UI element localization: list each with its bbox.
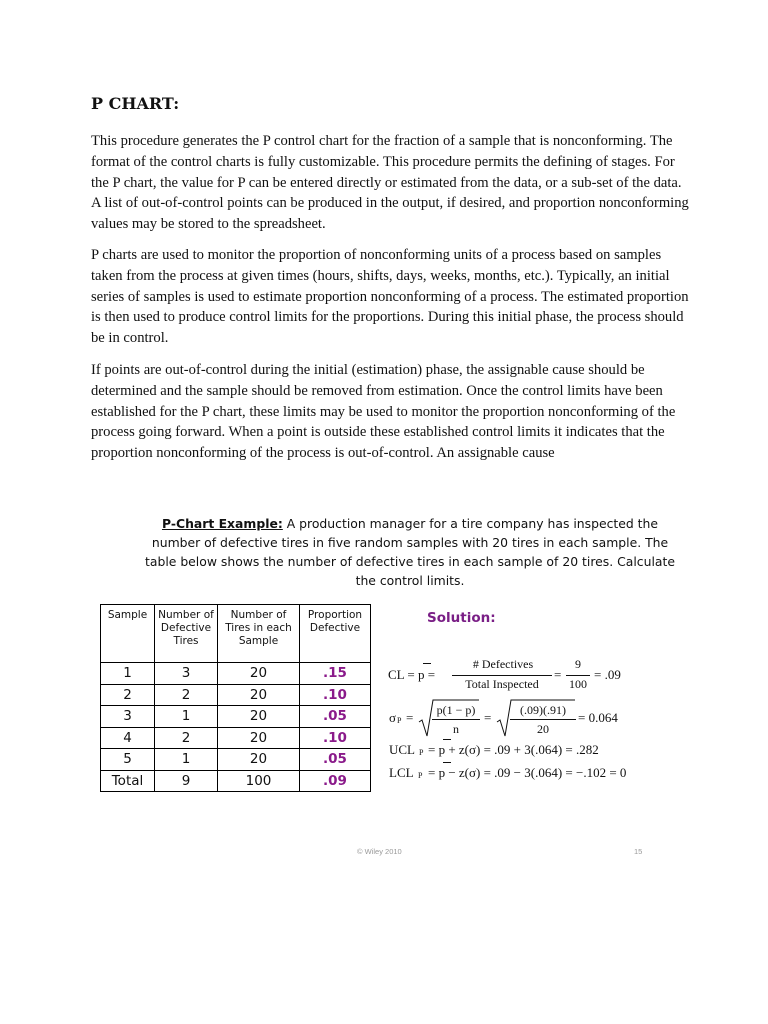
lcl-expression: = p − z(σ) = .09 − 3(.064) = −.102 = 0: [428, 765, 627, 780]
cl-result: = .09: [594, 667, 621, 682]
cell-defective: 1: [155, 749, 218, 771]
section-heading: P CHART:: [91, 94, 180, 113]
table-row: [101, 684, 371, 706]
fraction-bar: [452, 675, 552, 676]
cell-sample: 2: [101, 684, 155, 706]
cell-sample: 5: [101, 749, 155, 771]
cell-proportion: .05: [300, 706, 371, 728]
cl-numerator: # Defectives: [472, 657, 534, 671]
sigma-denominator: n: [453, 722, 459, 736]
defect-table: [100, 604, 371, 792]
cell-sample: 4: [101, 727, 155, 749]
paragraph-usage: P charts are used to monitor the proportion of nonconforming units of a process based on samples taken from the process at given times (hours, shifts, days, weeks, months, etc.). Typically, an initial series of samples is used to estimate proportion nonconforming of a process. The estimated proportion is then used to produce control limits for the proportions. During this initial phase, the process should be in control.: [91, 247, 689, 347]
sigma-symbol: σ: [389, 710, 397, 725]
header-proportion: Proportion Defective: [300, 605, 371, 663]
cell-defective: 2: [155, 684, 218, 706]
sigma-equals: =: [484, 710, 492, 725]
footer-page-number: 15: [634, 847, 643, 856]
table-header-row: [101, 605, 371, 663]
cell-total-tires: 100: [218, 770, 300, 792]
cell-tires: 20: [218, 727, 300, 749]
fraction-bar: [510, 719, 576, 720]
table-row: [101, 749, 371, 771]
table-row: [101, 706, 371, 728]
fraction-bar: [432, 719, 480, 720]
cell-proportion: .15: [300, 663, 371, 685]
cell-tires: 20: [218, 706, 300, 728]
sigma-subscript: P: [397, 716, 402, 725]
header-sample: Sample: [101, 605, 155, 663]
cell-sample: 3: [101, 706, 155, 728]
cell-total-label: Total: [101, 770, 155, 792]
sigma-denominator-value: 20: [537, 722, 549, 736]
table-row: [101, 663, 371, 685]
ucl-expression: = p + z(σ) = .09 + 3(.064) = .282: [428, 742, 599, 757]
cl-equals: =: [554, 667, 562, 682]
cl-lhs: CL = p =: [388, 667, 436, 682]
cell-tires: 20: [218, 749, 300, 771]
cell-proportion: .10: [300, 727, 371, 749]
example-statement: [140, 514, 680, 590]
footer-copyright: © Wiley 2010: [357, 847, 402, 856]
cl-denominator: Total Inspected: [465, 677, 539, 691]
sigma-numerator-value: (.09)(.91): [520, 703, 566, 717]
cell-total-proportion: .09: [300, 770, 371, 792]
cell-tires: 20: [218, 663, 300, 685]
ucl-subscript: P: [419, 748, 424, 757]
sigma-result: = 0.064: [578, 710, 618, 725]
sigma-numerator: p(1 − p): [436, 703, 476, 717]
example-text: A production manager for a tire company has inspected the number of defective tires in five random samples with 20 tires in each sample. The table below shows the number of defective tires in each sample of 20 tires. Calculate the control limits.: [145, 516, 675, 588]
p-bar: [423, 663, 431, 664]
cell-defective: 1: [155, 706, 218, 728]
paragraph-intro: This procedure generates the P control chart for the fraction of a sample that is nonconforming. The format of the control charts is fully customizable. This procedure permits the defining of stages. For the P chart, the value for P can be entered directly or estimated from the data, or a sub-set of the data. A list of out-of-control points can be produced in the output, if desired, and proportion nonconforming values may be stored to the spreadsheet.: [91, 133, 689, 233]
cl-denominator-value: 100: [569, 677, 587, 691]
cell-tires: 20: [218, 684, 300, 706]
example-label: P-Chart Example:: [161, 516, 283, 531]
cell-defective: 3: [155, 663, 218, 685]
cell-proportion: .05: [300, 749, 371, 771]
cl-numerator-value: 9: [575, 657, 581, 671]
solution-title: Solution:: [427, 610, 496, 626]
cell-defective: 2: [155, 727, 218, 749]
table-total-row: [101, 770, 371, 792]
fraction-bar: [566, 675, 590, 676]
paragraph-out-of-control: If points are out-of-control during the initial (estimation) phase, the assignable cause should be determined and the sample should be removed from estimation. Once the control limits have been established for the P chart, these limits may be used to monitor the proportion nonconforming of the process going forward. When a point is outside these established control limits it indicates that the proportion nonconforming of the process is out-of-control. An assignable cause: [91, 362, 676, 462]
lcl-subscript: P: [418, 771, 423, 780]
header-defective: Number of Defective Tires: [155, 605, 218, 663]
lcl-label: LCL: [389, 765, 414, 780]
header-tires: Number of Tires in each Sample: [218, 605, 300, 663]
ucl-label: UCL: [389, 742, 415, 757]
p-bar: [443, 739, 451, 740]
cell-total-defective: 9: [155, 770, 218, 792]
cell-proportion: .10: [300, 684, 371, 706]
table-row: [101, 727, 371, 749]
cell-sample: 1: [101, 663, 155, 685]
sigma-equals: =: [406, 710, 414, 725]
p-bar: [443, 762, 451, 763]
